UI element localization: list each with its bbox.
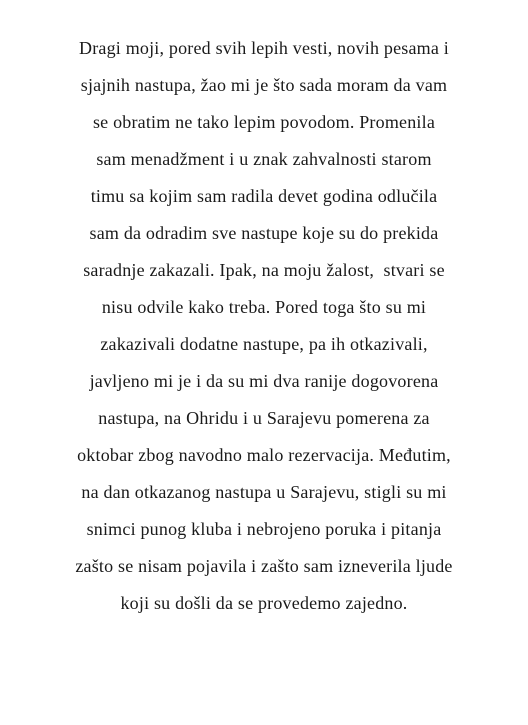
- paragraph-line: snimci punog kluba i nebrojeno poruka i pitanja: [86, 519, 442, 539]
- paragraph-line: timu sa kojim sam radila devet godina odlučila: [90, 186, 438, 206]
- paragraph-line: javljeno mi je i da su mi dva ranije dogovorena: [89, 371, 439, 391]
- paragraph-line: nisu odvile kako treba. Pored toga što su mi: [101, 297, 427, 317]
- statement-paragraph: [60, 30, 468, 622]
- paragraph-line: zašto se nisam pojavila i zašto sam izneverila ljude: [75, 556, 453, 576]
- paragraph-line: na dan otkazanog nastupa u Sarajevu, stigli su mi: [81, 482, 447, 502]
- paragraph-line: koji su došli da se provedemo zajedno.: [120, 593, 408, 613]
- paragraph-line: sam menadžment i u znak zahvalnosti starom: [96, 149, 432, 169]
- paragraph-line: nastupa, na Ohridu i u Sarajevu pomerena za: [98, 408, 430, 428]
- paragraph-line: sjajnih nastupa, žao mi je što sada moram da vam: [80, 75, 448, 95]
- paragraph-line: Dragi moji, pored svih lepih vesti, novih pesama i: [79, 38, 449, 58]
- paragraph-line: se obratim ne tako lepim povodom. Promenila: [92, 112, 436, 132]
- paragraph-line: saradnje zakazali. Ipak, na moju žalost, stvari se: [83, 260, 445, 280]
- paragraph-line: zakazivali dodatne nastupe, pa ih otkazivali,: [100, 334, 428, 354]
- paragraph-line: sam da odradim sve nastupe koje su do prekida: [89, 223, 439, 243]
- paragraph-line: oktobar zbog navodno malo rezervacija. Međutim,: [77, 445, 451, 465]
